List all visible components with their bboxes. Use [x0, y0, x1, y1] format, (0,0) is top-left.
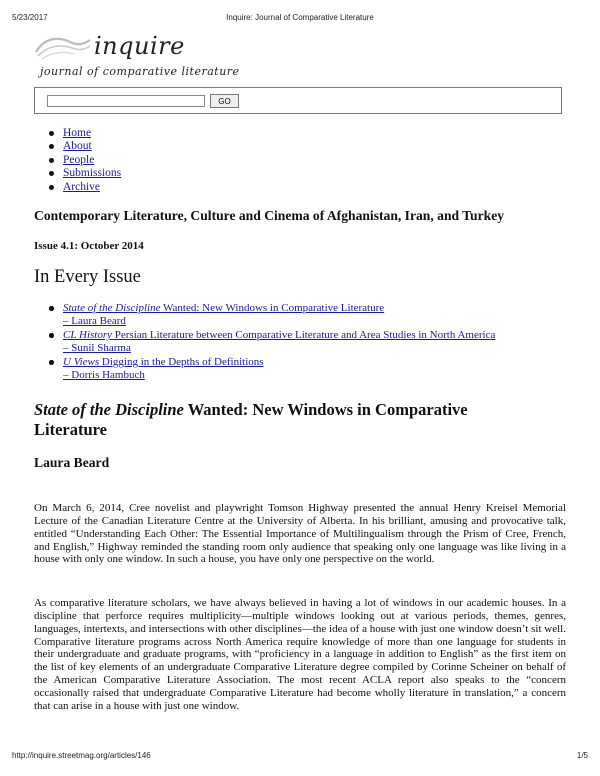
toc-item [49, 329, 569, 356]
toc-link-u-views[interactable] [63, 356, 264, 368]
every-issue-heading: In Every Issue [34, 267, 141, 287]
article-title-text: Wanted: New Windows in Comparative Literature [34, 400, 468, 439]
print-title: Inquire: Journal of Comparative Literature [226, 13, 374, 22]
every-issue-list [49, 302, 569, 383]
page-number: 1/5 [576, 751, 588, 760]
nav-item-archive [49, 181, 121, 194]
toc-author-link[interactable]: – Sunil Sharma [63, 342, 131, 355]
toc-link-state-of-discipline[interactable] [63, 302, 384, 314]
toc-title: Wanted: New Windows in Comparative Literature [160, 302, 385, 314]
print-url: http://inquire.streetmag.org/articles/146 [12, 751, 151, 760]
toc-title: Persian Literature between Comparative Literature and Area Studies in North America [112, 329, 496, 342]
nav-link-home[interactable]: Home [63, 127, 92, 139]
site-name: inquire [94, 32, 185, 60]
article-title [34, 400, 534, 440]
article-paragraph: As comparative literature scholars, we have always believed in having a lot of windows in our academic houses. In a discipline that perforce requires multiplicity—multiple windows looking out at various periods, themes, genres, languages, intertexts, and intersections with other disciplines—the idea of a house with just one window doesn’t sit well. Comparative literature programs across North America require knowledge of more than one language for students in their undergraduate and graduate programs, with “proficiency in a language in addition to English” as the first item on the list of key elements of an undergraduate Comparative Literature degree compiled by Corinne Scheiner on behalf of the American Comparative Literature Association. The most recent ACLA report also speaks to the “concern occasionally raised that undergraduate Comparative Literature had become wholly literature in translation,” a concern that can arise in a house with just one window. [34, 597, 566, 712]
print-header [12, 13, 588, 25]
site-tagline: journal of comparative literature [40, 65, 240, 78]
nav-link-archive[interactable]: Archive [63, 180, 101, 193]
nav-link-about[interactable]: About [63, 140, 92, 153]
nav-item-about [49, 140, 121, 153]
swoosh-logo-icon [34, 34, 92, 62]
toc-series: CL History [63, 329, 113, 342]
site-logo[interactable] [34, 30, 274, 82]
issue-number: Issue 4.1: October 2014 [34, 240, 144, 252]
toc-series: U Views [63, 356, 100, 369]
toc-item [49, 302, 569, 329]
print-footer [12, 751, 588, 763]
nav-item-submissions [49, 167, 121, 180]
main-nav [49, 127, 121, 194]
go-button[interactable]: GO [210, 94, 239, 108]
toc-item [49, 356, 569, 383]
print-date: 5/23/2017 [12, 13, 48, 22]
search-bar [34, 87, 562, 114]
article-paragraph: On March 6, 2014, Cree novelist and playwright Tomson Highway presented the annual Henry Kreisel Memorial Lecture of the Canadian Literature Centre at the University of Alberta. In his brilliant, amusing and provocative talk, entitled “Understanding Each Other: The Essential Importance of Multilingualism through the Prism of Cree, French, and English,” Highway reminded the standing room only audience that speaking only one language was like living in a house with only one window. In such a house, you have only one perspective on the world. [34, 502, 566, 566]
nav-link-submissions[interactable]: Submissions [63, 167, 122, 180]
nav-item-home [49, 127, 121, 140]
search-input[interactable] [47, 95, 205, 107]
toc-link-cl-history[interactable] [63, 329, 495, 341]
toc-title: Digging in the Depths of Definitions [99, 356, 264, 369]
article-author: Laura Beard [34, 455, 110, 470]
toc-author-link[interactable]: – Laura Beard [63, 315, 126, 328]
toc-series: State of the Discipline [63, 302, 161, 314]
article-series: State of the Discipline [34, 400, 184, 419]
issue-title: Contemporary Literature, Culture and Cinema of Afghanistan, Iran, and Turkey [34, 208, 505, 223]
nav-link-people[interactable]: People [63, 153, 95, 166]
toc-author-link[interactable]: – Dorris Hambuch [63, 369, 145, 382]
nav-item-people [49, 154, 121, 167]
